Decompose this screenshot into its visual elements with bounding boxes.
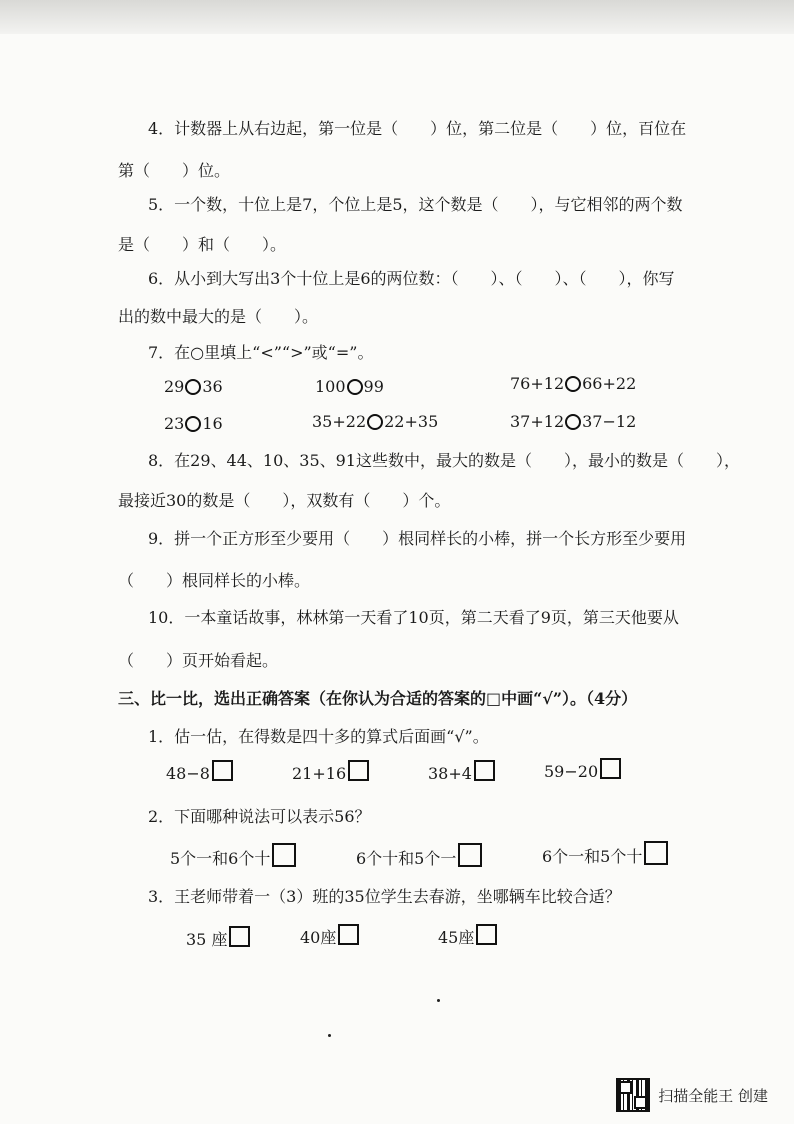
- question-10-line-1: 10．一本童话故事，林林第一天看了10页，第二天看了9页，第三天他要从: [148, 608, 679, 627]
- question-6-line-2: 出的数中最大的是（ ）。: [118, 307, 319, 326]
- number-option-1: [170, 843, 296, 870]
- bus-option-1: [186, 926, 250, 951]
- answer-circle[interactable]: [347, 379, 363, 395]
- watermark-text: 扫描全能王 创建: [658, 1086, 768, 1105]
- estimate-option-4: [544, 758, 621, 783]
- checkbox[interactable]: [272, 843, 296, 867]
- scan-speck: [437, 999, 440, 1002]
- compare-right: 36: [202, 377, 223, 396]
- checkbox[interactable]: [644, 841, 668, 865]
- compare-item-6: [510, 411, 636, 433]
- option-label: 5个一和6个十: [170, 849, 271, 868]
- checkbox[interactable]: [476, 924, 497, 945]
- section-3-heading: 三、比一比，选出正确答案（在你认为合适的答案的□中画“√”）。（4分）: [118, 689, 638, 708]
- question-7-title: 7．在○里填上“<”“>”或“=”。: [148, 343, 374, 362]
- question-10-line-2: （ ）页开始看起。: [118, 651, 279, 670]
- question-8-line-1: 8．在29、44、10、35、91这些数中，最大的数是（ ），最小的数是（ ），: [148, 451, 740, 470]
- number-option-3: [542, 841, 668, 868]
- compare-left: 37+12: [510, 412, 565, 431]
- answer-circle[interactable]: [565, 376, 581, 392]
- checkbox[interactable]: [458, 843, 482, 867]
- checkbox[interactable]: [348, 760, 369, 781]
- option-label: 6个十和5个一: [356, 849, 457, 868]
- option-label: 38+4: [428, 764, 472, 783]
- number-option-2: [356, 843, 482, 870]
- qr-code-icon: [616, 1078, 650, 1112]
- section-3-question-1: 1．估一估，在得数是四十多的算式后面画“√”。: [148, 727, 489, 746]
- compare-item-2: [315, 376, 384, 398]
- compare-item-5: [312, 411, 438, 433]
- question-6-line-1: 6．从小到大写出3个十位上是6的两位数：（ ）、（ ）、（ ），你写: [148, 269, 675, 288]
- compare-left: 35+22: [312, 412, 367, 431]
- compare-right: 99: [363, 377, 384, 396]
- section-3-question-2: 2．下面哪种说法可以表示56？: [148, 807, 371, 826]
- question-4-line-1: 4．计数器上从右边起，第一位是（ ）位，第二位是（ ）位，百位在: [148, 119, 687, 138]
- question-5-line-1: 5．一个数，十位上是7，个位上是5，这个数是（ ），与它相邻的两个数: [148, 195, 683, 214]
- compare-right: 66+22: [582, 374, 637, 393]
- estimate-option-2: [292, 760, 369, 785]
- question-5-line-2: 是（ ）和（ ）。: [118, 235, 287, 254]
- bus-option-2: [300, 924, 359, 949]
- compare-item-1: [164, 376, 223, 398]
- scanner-watermark: [616, 1078, 768, 1112]
- compare-right: 22+35: [384, 412, 439, 431]
- checkbox[interactable]: [600, 758, 621, 779]
- question-8-line-2: 最接近30的数是（ ），双数有（ ）个。: [118, 491, 451, 510]
- compare-right: 16: [202, 414, 223, 433]
- answer-circle[interactable]: [185, 416, 201, 432]
- checkbox[interactable]: [229, 926, 250, 947]
- compare-right: 37−12: [582, 412, 637, 431]
- option-label: 59−20: [544, 762, 599, 781]
- checkbox[interactable]: [338, 924, 359, 945]
- estimate-option-1: [166, 760, 233, 785]
- compare-item-3: [510, 373, 636, 395]
- option-label: 48−8: [166, 764, 210, 783]
- compare-left: 29: [164, 377, 185, 396]
- section-3-question-3: 3．王老师带着一（3）班的35位学生去春游，坐哪辆车比较合适？: [148, 887, 621, 906]
- answer-circle[interactable]: [367, 414, 383, 430]
- answer-circle[interactable]: [565, 414, 581, 430]
- scan-top-shadow: [0, 0, 794, 34]
- question-4-line-2: 第（ ）位。: [118, 161, 231, 180]
- question-9-line-1: 9．拼一个正方形至少要用（ ）根同样长的小棒，拼一个长方形至少要用: [148, 529, 687, 548]
- scan-speck: [328, 1034, 331, 1037]
- compare-left: 100: [315, 377, 346, 396]
- option-label: 21+16: [292, 764, 347, 783]
- option-label: 35 座: [186, 930, 228, 949]
- compare-item-4: [164, 413, 223, 435]
- question-9-line-2: （ ）根同样长的小棒。: [118, 571, 311, 590]
- estimate-option-3: [428, 760, 495, 785]
- checkbox[interactable]: [474, 760, 495, 781]
- answer-circle[interactable]: [185, 379, 201, 395]
- bus-option-3: [438, 924, 497, 949]
- option-label: 45座: [438, 928, 475, 947]
- compare-left: 23: [164, 414, 185, 433]
- checkbox[interactable]: [212, 760, 233, 781]
- option-label: 6个一和5个十: [542, 847, 643, 866]
- compare-left: 76+12: [510, 374, 565, 393]
- option-label: 40座: [300, 928, 337, 947]
